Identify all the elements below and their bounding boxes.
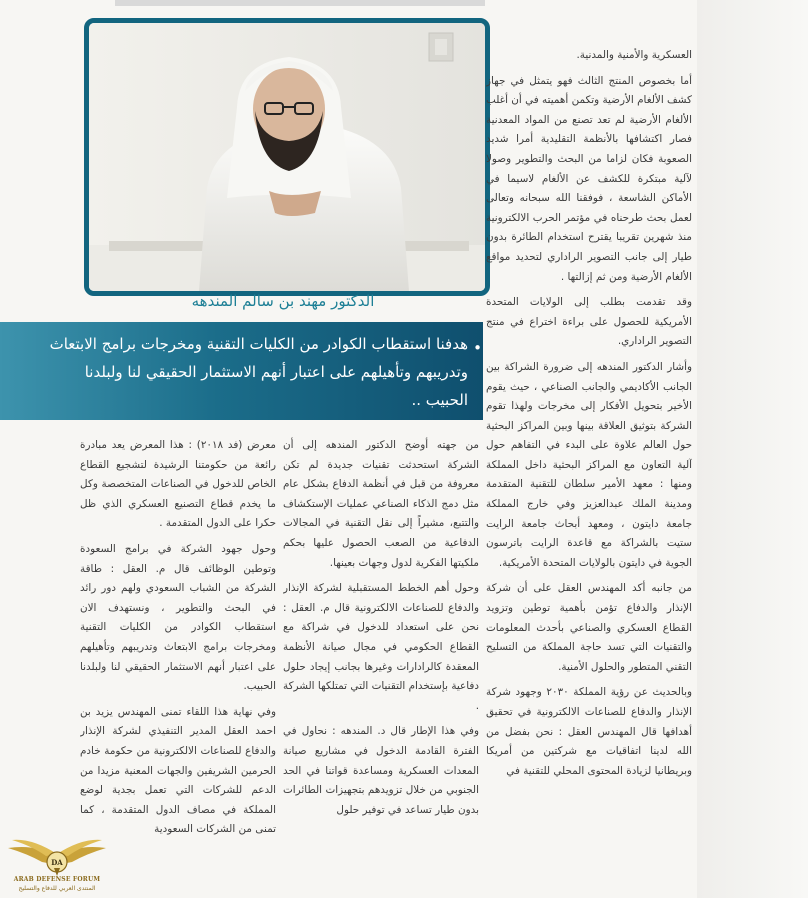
interview-photo (84, 18, 490, 296)
paragraph: معرض (فد ٢٠١٨) : هذا المعرض يعد مبادرة رائعة من حكومتنا الرشيدة لتشجيع القطاع الخاص للدخول في الصناعات المتخصصة وكل ما يخدم قطاع التصنيع العسكري الذي ظل حكرا على الدول المتقدمة . (80, 439, 276, 530)
article-column-left (80, 436, 276, 836)
paragraph: أما بخصوص المنتج الثالث فهو يتمثل في جهاز كشف الألغام الأرضية وتكمن أهميته في أن أغلب الألغام الأرضية لم تعد تصنع من المواد المعدنية فصار اكتشافها بالأنظمة التقليدية أمرا شديد الصعوبة فكان لزاما من البحث والتطوير وصولا لآلية مبتكرة للكشف عن الألغام لاسيما في الأماكن الشاسعة ، فوفقنا الله سبحانه وتعالى لعمل بحث طرحناه في مؤتمر الحرب الالكترونية منذ شهرين تقريبا يقترح استخدام الطائرة بدون طيار إلى جانب التصوير الراداري لتحديد مواقع الألغام الأرضية ومن ثم إزالتها . (486, 74, 692, 283)
paragraph: من جانبه أكد المهندس العقل على أن شركة الإنذار والدفاع تؤمن بأهمية توطين وتزويد القطاع العسكري والصناعي بأحدث المعلومات والتقنيات التي تسد حاجة المملكة من التسليح التقني المتطور والحلول الأمنية. (486, 582, 692, 673)
logo-title-arabic: المنتدى العربي للدفاع والتسليح (18, 885, 96, 892)
bullet-icon: • (473, 339, 482, 357)
top-rule (115, 0, 485, 6)
paragraph: وأشار الدكتور المندهه إلى ضرورة الشراكة بين الجانب الأكاديمي والجانب الصناعي ، حيث يقوم الأخير بتحويل الأفكار إلى مخرجات ولهذا تقوم الشركة بتوثيق العلاقة بينها وبين المراكز البحثية حول العالم علاوة على البدء في التفاهم حول آلية التعاون مع المراكز البحثية داخل المملكة ومنها : معهد الأمير سلطان للتقنية المتقدمة ومدينة الملك عبدالعزيز وفي خارج المملكة جامعة دايتون ، ومعهد أبحاث جامعة الرايت ستيت بالشراكة مع قاعدة الرايت باترسون الجوية في دايتون بالولايات المتحدة الأمريكية. (486, 360, 692, 569)
paragraph: وفي هذا الإطار قال د. المندهه : نحاول في الفترة القادمة الدخول في مشاريع صيانة المعدات العسكرية ومساعدة قواتنا في الحد الجنوبي من خلال تزويدهم بتجهيزات الطائرات بدون طيار تساعد في توفير حلول (283, 725, 479, 816)
page-margin-shade (697, 0, 808, 898)
paragraph: وقد تقدمت بطلب إلى الولايات المتحدة الأمريكية للحصول على براءة اختراع في منتج التصوير الراداري. (486, 296, 692, 348)
paragraph: وبالحديث عن رؤية المملكة ٢٠٣٠ وجهود شركة الإنذار والدفاع للصناعات الالكترونية في تحقيق أهدافها قال المهندس العقل : نحن بفضل من الله لدينا اتفاقيات مع شركتين من أمريكا وبريطانيا لزيادة المحتوى المحلي للتقنية في (486, 686, 692, 777)
logo-title-english: ARAB DEFENSE FORUM (13, 876, 101, 883)
paragraph: العسكرية والأمنية والمدنية. (576, 49, 692, 61)
pull-quote-text: هدفنا استقطاب الكوادر من الكليات التقنية ومخرجات برامج الابتعاث وتدريبهم وتأهيلهم على اعتبار أنهم الاستثمار الحقيقي لنا ولبلدنا الحبيب .. (49, 335, 468, 409)
paragraph: من جهته أوضح الدكتور المندهه إلى أن الشركة استحدثت تقنيات جديدة لم تكن معروفة من قبل في أنظمة الدفاع بشكل عام مثل دمج الذكاء الصناعي عمليات الإستكشاف والتتبع، مشيراً إلى نقل التقنية في المجالات الدفاعية من الصعب الحصول عليها بحكم ملكيتها الفكرية لدول وجهات بعينها. (283, 439, 479, 569)
paragraph: وفي نهاية هذا اللقاء تمنى المهندس يزيد بن احمد العقل المدير التنفيذي لشركة الإنذار والدفاع للصناعات الالكترونية من حكومة خادم الحرمين الشريفين والجهات المعنية مزيدا من الدعم للشركات التي تعمل بجدية لوضع المملكة في مصاف الدول المتقدمة ، كما تمنى من الشركات السعودية (80, 705, 276, 836)
article-column-right (486, 46, 692, 832)
photo-caption: الدكتور مهند بن سالم المندهه (191, 292, 375, 310)
article-column-middle (283, 436, 479, 836)
eagle-emblem-icon (2, 832, 112, 878)
portrait-illustration (89, 23, 485, 291)
paragraph: وحول أهم الخطط المستقبلية لشركة الإنذار والدفاع للصناعات الالكترونية قال م. العقل : نحن على استعداد للدخول في شراكة مع القطاع الحكومي في مجال صيانة الأنظمة المعقدة كالرادارات وغيرها بجانب إيجاد حلول دفاعية بإستخدام التقنيات التي تمتلكها الشركة . (283, 582, 479, 712)
logo-monogram: DA (51, 858, 63, 867)
pull-quote (48, 330, 482, 414)
paragraph: وحول جهود الشركة في برامج السعودة وتوطين الوظائف قال م. العقل : طاقة الشركة من الشباب السعودي ولهم دور رائد في البحث والتطوير ، ونستهدف الان استقطاب الكوادر من الكليات التقنية ومخرجات برامج الابتعاث وتدريبهم وتأهيلهم على اعتبار أنهم الاستثمار الحقيقي لنا ولبلدنا الحبيب. (80, 542, 276, 693)
arab-defense-forum-logo (2, 832, 112, 898)
pull-quote-banner (0, 322, 483, 420)
